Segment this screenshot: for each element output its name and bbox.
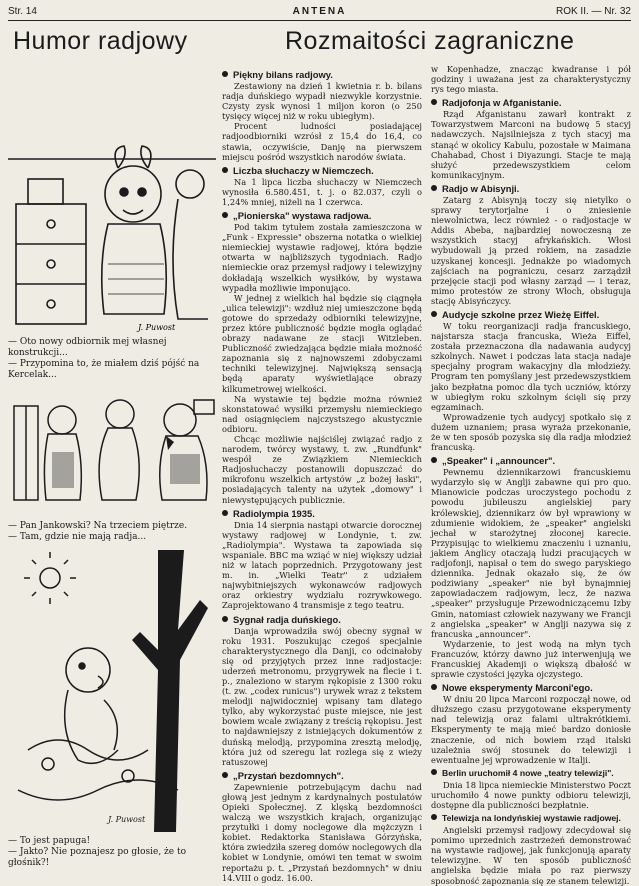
paragraph: Zatarg z Abisynją toczy się nietylko o sprawy terytorjalne i o zniesienie niewolnictwa, lecz również - o radjostacje w Addis Abeba, najbardziej nowoczesną ze wszystkich stacyj afrykańskich. Włosi wybudowali ją przed rokiem, na zasadzie uzyskanej koncesji. Jednakże po wiadomych zajściach na pograniczu, cesarz zarządził przejęcie stacji pod własny zarząd — i teraz, mimo protestów ze strony Włoch, obsługuja stację Abisyńczycy. [431,194,631,306]
section-heading: Radjofonja w Afganistanie. [431,97,631,108]
section-heading: Telewizja na londyńskiej wystawie radjowej. [431,813,631,824]
paragraph: Angielski przemysł radjowy zdecydował się pomimo uprzednich zastrzeżeń demonstrować na wystawie radjowej, jak funkcjonują aparaty telewizyjne. W ten sposób publiczność angielska będzie miała po raz pierwszy sposobność zapoznania się ze stanem telewizji. [431,825,631,886]
heading-humor: Humor radjowy [13,27,188,55]
paragraph: Procent ludności posiadającej radjoodbiorniki wzrósł z 15,4 do 16,4, co stawia, oczywiście, Danję na pierwszem miejscu pośród wszystkich narodów świata. [222,121,422,162]
paragraph: Wydarzenie, to jest wodą na młyn tych Francuzów, którzy dawno już interwenjują we Francuskiej Akademji o większą dbałość w sprawie czystości języka ojczystego. [431,638,631,680]
bullet-icon [222,510,228,516]
section-heading: Radjo w Abisynji. [431,183,631,194]
section-heading: Nowe eksperymenty Marconi'ego. [431,682,631,693]
bullet-icon [222,167,228,173]
bullet-icon [431,814,437,820]
magazine-title: ANTENA [292,6,347,17]
cartoon-1-caption-line: — Oto nowy odbiornik mej własnej konstrukcji... [8,337,167,358]
paragraph: Danja wprowadziła swój obecny sygnał w roku 1931. Poszukując czegoś specjalnie charakterystycznego dla Danji, co odcinałoby się od przyjętych przez inne radjostacje: uderzeń metronomu, przygrywek na flecie i t. p., znaleziono w starym rękopisie z 1300 roku (t. zw. „codex runicus") urywek wraz z tekstem melodji najwidoczniej wpisany tam dlatego tylko, aby wykorzystać puste miejsce, nie jest bowiem wcale związany z treścią rękopisu. Jest to najdawniejszy z istniejących dokumentów z duńską melodją, przypomina zresztą melodję, która już od szeregu lat rozlega się z wieży ratuszowej [222,625,422,767]
bullet-icon [431,457,437,463]
paragraph: Chcąc możliwie najściślej związać radjo z narodem, twórcy wystawy, t. zw. „Rundfunk" wespół ze Związkiem Niemieckich Radjosłuchaczy postanowili dopuszczać do mikrofonu wszelkich artystów „z bożej łaski", posiadających talenty na użytek „domowy" i niewystępujących publicznie. [222,434,422,505]
cartoon-3-caption [8,836,210,869]
section-heading: Sygnał radja duńskiego. [222,614,422,625]
bullet-icon [222,616,228,622]
cartoon-3-caption-line: — To jest papuga! [8,836,91,846]
paragraph: Zestawiony na dzień 1 kwietnia r. b. bilans radja duńskiego wypadł niezwykle korzystnie. Czysty zysk wynosi 1 miljon koron (o 250 tysięcy więcej niż w roku ubiegłym). [222,81,422,122]
section-heading: Berlin uruchomił 4 nowe „teatry telewizji". [431,768,631,779]
paragraph: Rząd Afganistanu zawarł kontrakt z Towarzystwem Marconi na budowę 5 stacyj nadawczych. Najsilniejsza z tych stacyj ma stanąć w okolicy Kabulu, pozostałe w Maimana Chahabad, Chost i Diyazungi. Stacje te mają służyć przedewszystkiem celom komunikacyjnym. [431,109,631,180]
paragraph: Dnia 18 lipca niemieckie Ministerstwo Poczt uruchomiło 4 nowe punkty odbioru telewizji, dostępne dla publiczności bezpłatnie. [431,779,631,810]
bullet-icon [431,684,437,690]
paragraph: Zapewnienie potrzebującym dachu nad głową jest jednym z kardynalnych postulatów Opieki Społecznej. Z klęską bezdomności walczą we wszystkich krajach, organizując przytułki i domy noclegowe dla mężczyzn i kobiet. Redaktorka Stanisława Górzyńska, która zwiedziła szereg domów noclegowych dla kobiet w Londynie, omówi ten temat w swoim reportażu p. t. „Przystań bezdomnych" w dniu 14.VIII o godz. 16.00. [222,781,423,883]
cartoon-2-caption [8,521,210,543]
bullet-icon [431,185,437,191]
section-heading: „Pionierska" wystawa radjowa. [222,210,422,221]
paragraph: W jednej z wielkich hal będzie się ciągnęła „ulica telewizji": wzdłuż niej umieszczone będą gotowe do sprzedaży odbiorniki telewizyjne, przez które publiczność będzie mogła oglądać obrazy nadawane ze stacji Witzleben. Publiczność zwiedzająca będzie miała możność zapoznania się z najnowszemi zdobyczami techniki telewizyjnej. Największą sensacją będą aparaty wyświetlające obrazy kilkumetrowej wielkości. [222,292,422,394]
paragraph: Na 1 lipca liczba słuchaczy w Niemczech wynosiła 6.580.451, t. j. o 82.037, czyli o 1,24% mniej, niżeli na 1 czerwca. [222,176,422,207]
paragraph: Wprowadzenie tych audycyj spotkało się z dużem uznaniem; prasa wyraża przekonanie, że w ten sposób pozyska się dla radja młodzież francuską. [431,411,631,453]
issue-number: ROK II. — Nr. 32 [555,6,631,17]
section-heading: Liczba słuchaczy w Niemczech. [222,165,422,176]
paragraph: Na wystawie tej będzie można również skonstatować wysiłki przemysłu niemieckiego nad osiągnięciem najczystszego akustycznie odbioru. [222,393,422,434]
cartoon-1-caption [8,337,210,381]
section-heading: Audycje szkolne przez Wieżę Eiffel. [431,309,631,320]
header-rule [8,20,631,21]
cartoon-2-illustration [8,392,216,520]
cartoon-1-caption-line: — Przypomina to, że miałem dziś pójść na Kercelak... [8,359,200,380]
paragraph: Pod takim tytułem została zamieszczona w „Funk - Expressie" obszerna notatka o wielkiej niemieckiej wystawie radjowej, która będzie otwarta w najbliższych tygodniach. Radjo niemieckie oraz przemysł radjowy i telewizyjny dokładają wszelkich wysiłków, by wystawa wypadła możliwie imponująco. [222,222,422,293]
section-heading: „Przystań bezdomnych". [222,770,422,781]
masthead [8,6,631,20]
paragraph: W toku reorganizacji radja francuskiego, najstarsza stacja francuska, Wieża Eiffel, została przeznaczona dla nadawania audycyj szkolnych. Nawet i podczas lata stacja nadaje specjalny program wakacyjny dla młodzieży. Program ten pomyślany jest przedewszystkiem jako bezpłatna pomoc dla tych uczniów, którzy w ubiegłym roku szkolnym ścięli się przy egzaminach. [431,320,631,412]
article-column-1 [222,66,422,883]
cartoon-3-caption-line: — Jakto? Nie poznajesz po głosie, że to głośnik?! [8,847,187,868]
section-heading: Radiolympia 1935. [222,508,422,519]
heading-rozmaitosci: Rozmaitości zagraniczne [285,27,575,55]
cartoon-2-caption-line: — Tam, gdzie nie mają radja... [8,532,147,542]
cartoon-3-illustration [8,550,216,832]
bullet-icon [222,71,228,77]
article-column-2 [431,64,631,886]
paragraph: W dniu 20 lipca Marconi rozpoczął nowe, od dłuższego czasu przygotowane eksperymenty nad telewizją oraz falami ultrakrótkiemi. Eksperymenty te mają mieć bardzo doniosłe znaczenie, od nich bowiem rząd italski uzależnia swój stosunek do telewizji i ewentualne jej wprowadzenie w Italji. [431,694,631,765]
bullet-icon [431,769,437,775]
cartoon-2-caption-line: — Pan Jankowski? Na trzeciem piętrze. [8,521,188,531]
paragraph: Dnia 14 sierpnia nastąpi otwarcie dorocznej wystawy radjowej w Londynie, t. zw. „Radiolympia". Wystawa ta zapowiada się wspaniale. BBC ma wziąć w niej większy udział niż w latach poprzednich. Przygotowany jest m. in. „Wielki Teatr" z udziałem najwybitniejszych wykonawców radjowych oraz orkiestry wydziału rozrywkowego. Zaprojektowano 4 transmisje z tego teatru. [222,519,422,611]
section-heading: Piękny bilans radjowy. [222,69,422,80]
cartoon-1-signature: J. Puwost [138,323,176,332]
page-number: Str. 14 [8,6,37,17]
bullet-icon [431,311,437,317]
bullet-icon [222,772,228,778]
bullet-icon [222,212,228,218]
paragraph: Pewnemu dziennikarzowi francuskiemu wydarzyło się w Anglji zabawne qui pro quo. Mianowicie podczas uroczystego pochodu z powodu jubileuszu angielskiej pary królewskiej, dziennikarz ów był wprawiony w zdumienie widokiem, że „speaker" angielski jechał w starożytnej złoconej karecie. Przypisując to wielkiemu znaczeniu i uznaniu, jakiem Anglicy otaczają ludzi pracujących w radjofonji, napisał o tem do swego paryskiego dziennika. Jednak okazało się, że ów podziwiany „speaker" nie był bynajmniej zapowiadaczem radjowym, lecz, że nazwa „speaker" przysługuje Przewodniczącemu Izby Gmin, natomiast człowiek nazywany we Francji z angielska „speaker" w Anglji nazywa się z francuska „announcer". [431,467,631,639]
cartoon-3-signature: J. Puwost [108,815,146,824]
paragraph: w Kopenhadze, znacząc kwadranse i pół godziny i uważana jest za charakterystyczny rys tego miasta. [431,64,631,95]
bullet-icon [431,99,437,105]
cartoon-1-illustration [8,64,216,334]
section-heading: „Speaker" i „announcer". [431,455,631,466]
